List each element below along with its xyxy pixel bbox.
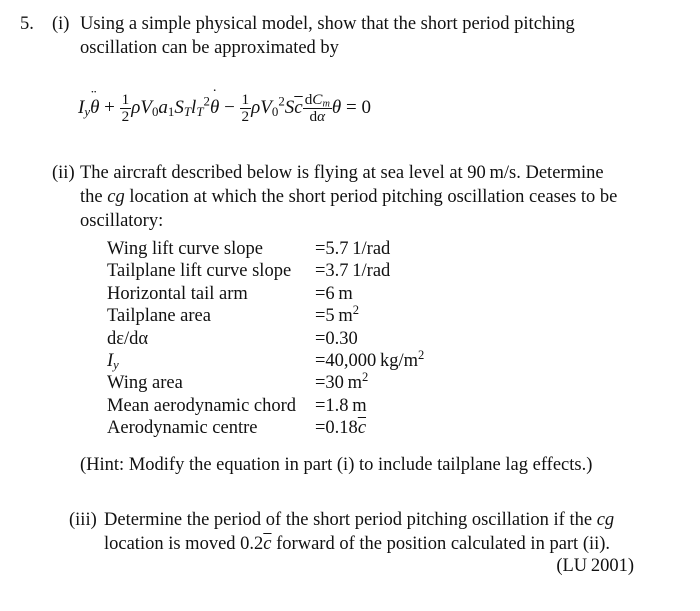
part-i-line-2: oscillation can be approximated by <box>80 38 339 58</box>
table-row <box>107 238 424 260</box>
part-iii-label: (iii) <box>69 510 97 530</box>
source-citation: (LU 2001) <box>556 556 634 576</box>
param-name: Wing area <box>107 373 183 394</box>
param-name: Tailplane lift curve slope <box>107 261 292 282</box>
param-value: =0.30 <box>315 328 358 349</box>
part-ii-line-2: the cg location at which the short period pitching oscillation ceases to be <box>80 187 618 207</box>
table-row <box>107 260 424 282</box>
param-value: =6 m <box>315 283 353 304</box>
pitching-equation: $I_y¨$ θ + $\frac{1}{2}$ $\rho V_0a_1S_Tl_T^2˙$ θ − $\frac{1}{2}$ $\rho V_0^2S\overline{c}$ $\frac{dC_m}{d\alpha}$ θ = 0 <box>78 92 371 125</box>
part-i-line-1: Using a simple physical model, show that the short period pitching <box>80 14 575 34</box>
param-value: =3.7 1/rad <box>315 261 391 282</box>
param-name: $I_y$ <box>107 351 119 373</box>
param-value: =30 $m^2$ <box>315 370 369 394</box>
part-ii-line-3: oscillatory: <box>80 211 164 231</box>
table-row <box>107 395 424 417</box>
part-iii-line-1: Determine the period of the short period pitching oscillation if the cg <box>104 510 615 530</box>
table-row <box>107 283 424 305</box>
question-number: 5. <box>20 14 34 34</box>
param-value: =5.7 1/rad <box>315 239 391 259</box>
part-ii-label: (ii) <box>52 163 75 183</box>
table-row <box>107 417 424 439</box>
param-value: =40,000 $kg/m^2$ <box>315 348 425 372</box>
parameter-table <box>107 238 424 440</box>
param-name: Aerodynamic centre <box>107 418 258 439</box>
part-i-label: (i) <box>52 14 70 34</box>
param-name: Mean aerodynamic chord <box>107 395 297 416</box>
param-value: =1.8 m <box>315 395 367 416</box>
param-value: $=0.18\overline{c}$ <box>315 418 367 439</box>
table-row <box>107 328 424 350</box>
part-ii-line-1: The aircraft described below is flying at sea level at 90 m/s. Determine <box>80 163 604 183</box>
table-row <box>107 372 424 394</box>
param-name: dε/dα <box>107 328 149 349</box>
param-name: Horizontal tail arm <box>107 283 248 304</box>
table-row <box>107 350 424 372</box>
table-row <box>107 305 424 327</box>
param-name: Tailplane area <box>107 306 211 327</box>
hint-text: (Hint: Modify the equation in part (i) to include tailplane lag effects.) <box>80 455 593 475</box>
part-iii-line-2: location is moved $0.2\overline{c}$ forward of the position calculated in part (ii). <box>104 534 611 554</box>
param-name: Wing lift curve slope <box>107 239 263 259</box>
param-value: =5 $m^2$ <box>315 303 360 327</box>
